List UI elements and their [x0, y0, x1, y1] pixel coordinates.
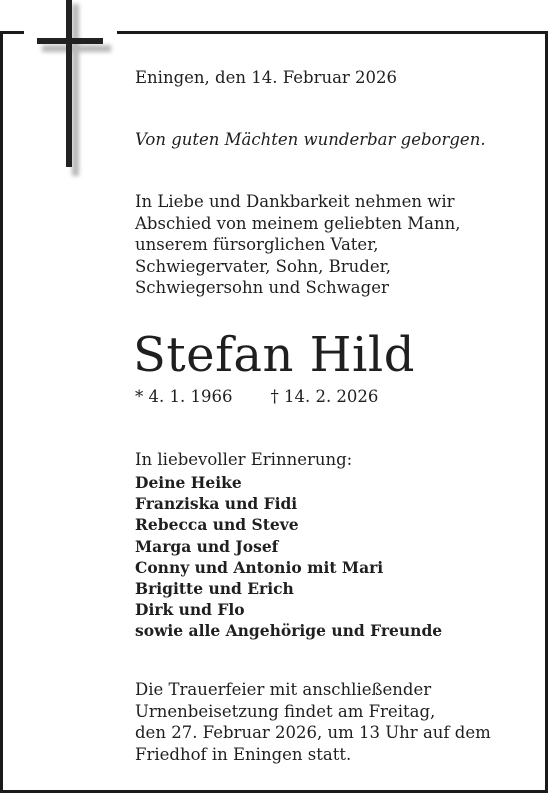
- intro-line: In Liebe und Dankbarkeit nehmen wir: [135, 192, 455, 211]
- intro-text: [135, 191, 460, 299]
- funeral-line: den 27. Februar 2026, um 13 Uhr auf dem: [135, 723, 491, 742]
- cross-shadow-horizontal: [42, 45, 111, 52]
- intro-line: Abschied von meinem geliebten Mann,: [135, 213, 461, 233]
- mourner-item: Dirk und Flo: [135, 600, 245, 620]
- mourner-item: Deine Heike: [135, 473, 242, 492]
- mourner-item: Conny und Antonio mit Mari: [135, 557, 384, 577]
- birth-date: * 4. 1. 1966: [135, 387, 233, 406]
- deceased-name: Stefan Hild: [133, 327, 415, 383]
- death-date: † 14. 2. 2026: [270, 387, 379, 406]
- mourner-item: Marga und Josef: [135, 536, 279, 556]
- cross-horizontal-bar: [37, 38, 103, 44]
- funeral-line: Die Trauerfeier mit anschließender: [135, 680, 432, 699]
- intro-line: unserem fürsorglichen Vater,: [135, 235, 379, 254]
- intro-line: Schwiegersohn und Schwager: [135, 278, 389, 297]
- motto: Von guten Mächten wunderbar geborgen.: [135, 130, 486, 149]
- remembrance-label: In liebevoller Erinnerung:: [135, 450, 353, 469]
- funeral-text: [135, 679, 491, 765]
- mourner-item: sowie alle Angehörige und Freunde: [135, 621, 443, 641]
- life-dates: [135, 386, 378, 407]
- mourner-item: Brigitte und Erich: [135, 579, 294, 599]
- mourner-item: Franziska und Fidi: [135, 494, 298, 514]
- mourner-item: Rebecca und Steve: [135, 515, 299, 535]
- place-date: Eningen, den 14. Februar 2026: [135, 68, 398, 87]
- funeral-line: Urnenbeisetzung findet am Freitag,: [135, 701, 436, 721]
- intro-line: Schwiegervater, Sohn, Bruder,: [135, 256, 391, 276]
- funeral-line: Friedhof in Eningen statt.: [135, 744, 352, 764]
- mourners-list: [135, 472, 442, 642]
- cross-vertical-bar: [66, 0, 72, 167]
- cross-shadow-vertical: [72, 4, 79, 176]
